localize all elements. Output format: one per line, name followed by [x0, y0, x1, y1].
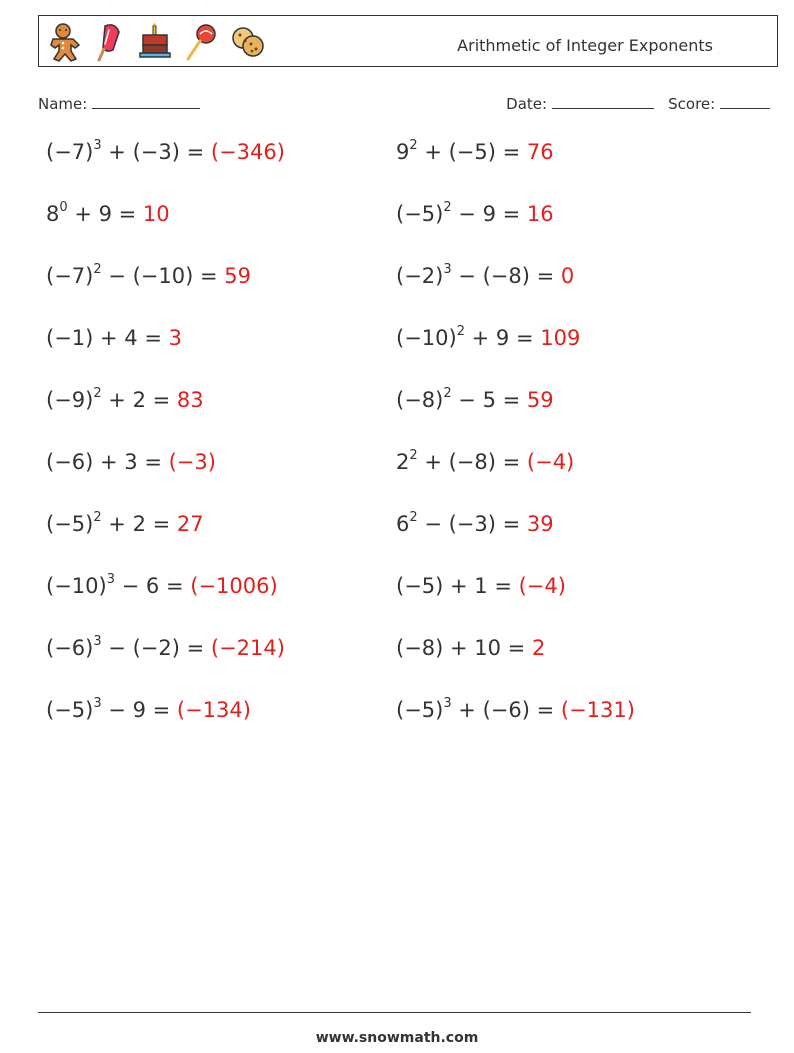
- problem-base: (−2): [396, 264, 444, 288]
- problem-item: [46, 202, 170, 226]
- problem-item: [396, 326, 580, 350]
- problem-exponent: 3: [93, 696, 102, 711]
- name-blank[interactable]: [92, 94, 200, 109]
- problem-answer: 59: [526, 388, 554, 412]
- problem-base: (−5): [396, 202, 444, 226]
- problem-answer: 3: [168, 326, 182, 350]
- gingerbread-man-icon: [45, 22, 81, 62]
- problem-base: 9: [396, 140, 410, 164]
- problem-expression: + (−3) =: [101, 140, 211, 164]
- problem-item: [396, 574, 566, 598]
- problem-expression: − (−10) =: [101, 264, 225, 288]
- problem-expression: − 9 =: [101, 698, 177, 722]
- problem-item: [396, 202, 554, 226]
- problem-expression: − (−8) =: [451, 264, 561, 288]
- problem-exponent: 3: [106, 572, 115, 587]
- problem-exponent: 2: [443, 200, 452, 215]
- problem-row: [46, 264, 746, 304]
- problem-base: (−10): [396, 326, 457, 350]
- problem-answer: 0: [560, 264, 575, 288]
- problem-answer: 83: [176, 388, 204, 412]
- problem-expression: − 9 =: [451, 202, 527, 226]
- problem-exponent: 3: [443, 262, 452, 277]
- problem-answer: (−346): [210, 140, 285, 164]
- problem-base: (−5): [396, 698, 444, 722]
- problem-base: 2: [396, 450, 410, 474]
- problem-expression: − (−2) =: [101, 636, 211, 660]
- problem-answer: 39: [526, 512, 554, 536]
- problem-expression: + (−6) =: [451, 698, 561, 722]
- problem-exponent: 3: [93, 634, 102, 649]
- problem-exponent: 3: [443, 696, 452, 711]
- problem-row: [46, 388, 746, 428]
- problem-base: (−1) + 4 =: [46, 326, 169, 350]
- problem-item: [396, 698, 635, 722]
- header-icons: [45, 20, 265, 64]
- problem-answer: 59: [224, 264, 251, 288]
- problem-answer: 76: [526, 140, 554, 164]
- problem-expression: − 5 =: [451, 388, 527, 412]
- problem-answer: (−1006): [190, 574, 278, 598]
- problem-item: [46, 326, 182, 350]
- problem-item: [396, 636, 545, 660]
- problem-base: (−8): [396, 388, 444, 412]
- problem-answer: 10: [142, 202, 170, 226]
- problem-item: [46, 698, 251, 722]
- birthday-cake-icon: [137, 22, 173, 62]
- footer-site: www.snowmath.com: [315, 1030, 479, 1046]
- problem-exponent: 2: [456, 324, 465, 339]
- problem-expression: + 2 =: [101, 388, 177, 412]
- cookies-icon: [229, 22, 265, 62]
- problem-item: [46, 264, 251, 288]
- problem-row: [46, 326, 746, 366]
- problem-item: [396, 264, 574, 288]
- problem-exponent: 2: [93, 262, 102, 277]
- problem-expression: + 9 =: [67, 202, 143, 226]
- problem-answer: (−4): [518, 574, 566, 598]
- problem-base: (−6) + 3 =: [46, 450, 169, 474]
- problem-base: (−9): [46, 388, 94, 412]
- problem-answer: (−4): [526, 450, 575, 474]
- problem-item: [396, 512, 554, 536]
- problem-row: [46, 512, 746, 552]
- problem-expression: + (−8) =: [417, 450, 527, 474]
- problem-base: 8: [46, 202, 60, 226]
- problem-exponent: 0: [59, 200, 68, 215]
- problem-answer: (−3): [168, 450, 216, 474]
- problem-row: [46, 574, 746, 614]
- problem-item: [46, 512, 204, 536]
- problem-base: (−10): [46, 574, 107, 598]
- problem-exponent: 2: [93, 386, 102, 401]
- problem-expression: − (−3) =: [417, 512, 527, 536]
- problem-item: [46, 450, 216, 474]
- worksheet-title: Arithmetic of Integer Exponents: [457, 36, 713, 55]
- problem-answer: (−214): [210, 636, 285, 660]
- score-label: Score:: [668, 95, 716, 113]
- problem-expression: − 6 =: [114, 574, 191, 598]
- problem-base: (−7): [46, 264, 94, 288]
- problem-item: [46, 388, 204, 412]
- problem-item: [396, 450, 574, 474]
- problem-row: [46, 636, 746, 676]
- problem-expression: + 9 =: [464, 326, 541, 350]
- problem-answer: 16: [526, 202, 554, 226]
- problem-base: (−5): [46, 512, 94, 536]
- problem-answer: (−131): [560, 698, 635, 722]
- problem-row: [46, 698, 746, 738]
- problem-item: [46, 140, 285, 164]
- problem-row: [46, 450, 746, 490]
- problem-exponent: 2: [443, 386, 452, 401]
- footer-divider: [38, 1012, 751, 1013]
- problem-exponent: 2: [409, 448, 418, 463]
- date-blank[interactable]: [552, 94, 654, 109]
- problem-item: [396, 388, 554, 412]
- problem-row: [46, 202, 746, 242]
- name-field[interactable]: [38, 94, 200, 113]
- lollipop-icon: [183, 22, 219, 62]
- problem-answer: 27: [176, 512, 204, 536]
- problem-item: [46, 636, 285, 660]
- problem-base: (−7): [46, 140, 94, 164]
- problem-item: [396, 140, 554, 164]
- problem-exponent: 2: [409, 138, 418, 153]
- problem-base: (−6): [46, 636, 94, 660]
- problem-item: [46, 574, 278, 598]
- problem-exponent: 3: [93, 138, 102, 153]
- problem-exponent: 2: [409, 510, 418, 525]
- name-label: Name:: [38, 95, 88, 113]
- problem-base: (−5): [46, 698, 94, 722]
- problem-answer: (−134): [176, 698, 251, 722]
- score-blank[interactable]: [720, 94, 770, 109]
- problem-base: (−8) + 10 =: [396, 636, 532, 660]
- worksheet-header: [38, 15, 778, 67]
- problem-base: 6: [396, 512, 410, 536]
- date-label: Date:: [506, 95, 548, 113]
- popsicle-icon: [91, 22, 127, 62]
- problem-row: [46, 140, 746, 180]
- problem-answer: 2: [531, 636, 546, 660]
- problem-expression: + 2 =: [101, 512, 177, 536]
- problem-expression: + (−5) =: [417, 140, 527, 164]
- problem-base: (−5) + 1 =: [396, 574, 519, 598]
- problem-answer: 109: [540, 326, 581, 350]
- date-score-fields: [506, 94, 770, 113]
- problem-exponent: 2: [93, 510, 102, 525]
